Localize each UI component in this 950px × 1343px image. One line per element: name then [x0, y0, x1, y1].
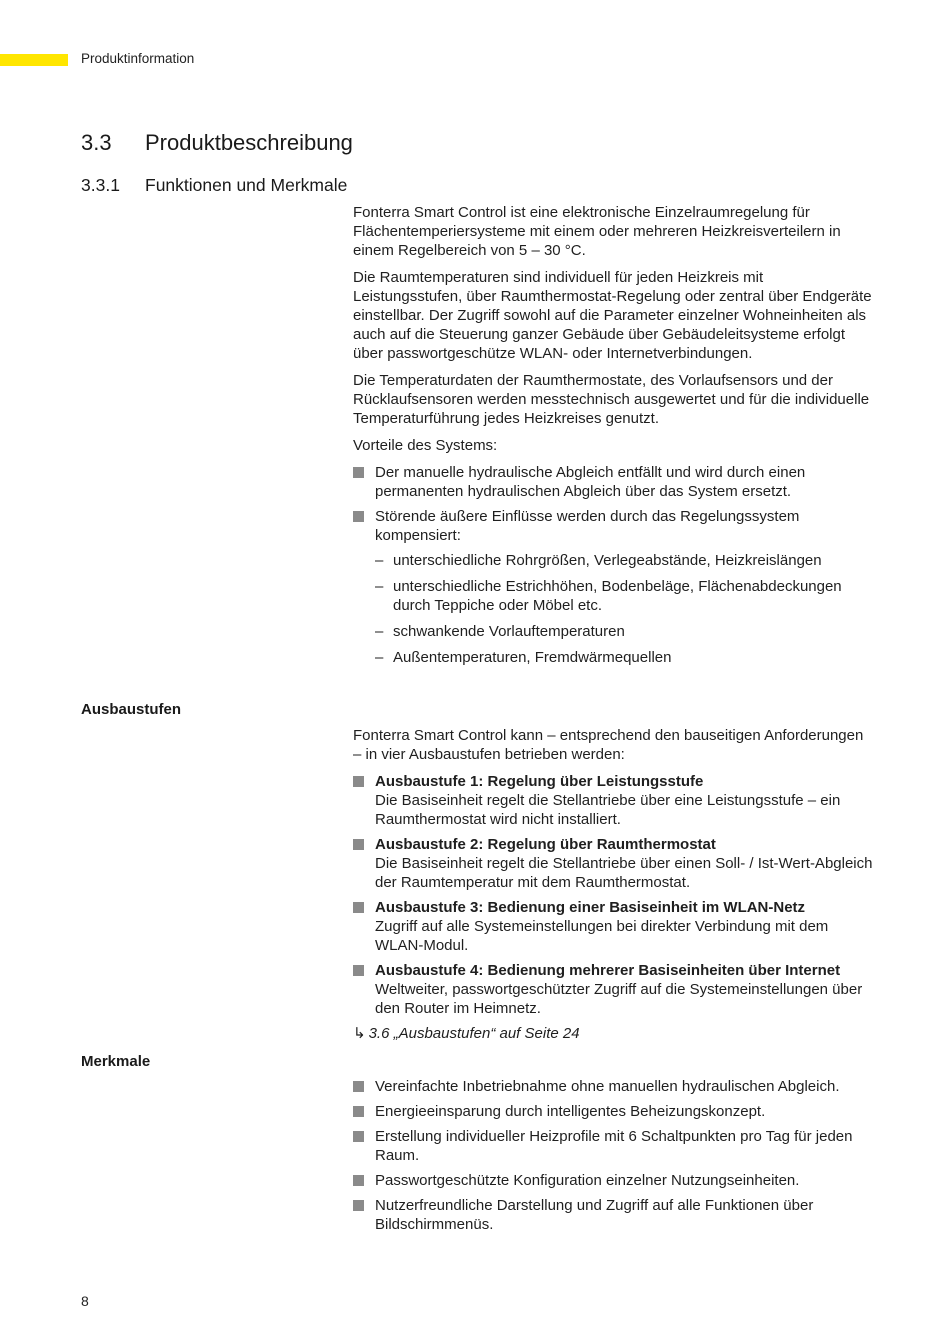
list-item — [353, 772, 873, 829]
paragraph: Die Raumtemperaturen sind individuell für jeden Heizkreis mit Leistungsstufen, über Raumthermostat-Regelung oder zentral über Endgeräte einstellbar. Der Zugriff sowohl auf die Parameter einzelner Wohneinheiten als auch auf die Steuerung ganzer Gebäude über Gebäudeleitsysteme erfolgt über passwortgeschütze WLAN- oder Internetverbindungen. — [353, 269, 872, 362]
list-item — [353, 835, 873, 892]
list-item — [353, 1077, 873, 1096]
stage-text: Weltweiter, passwortgeschützter Zugriff auf die Systemeinstellungen über den Router im Heimnetz. — [375, 981, 863, 1017]
list-item — [353, 898, 873, 955]
cross-reference-link[interactable] — [353, 1024, 873, 1043]
list-item-text: Vereinfachte Inbetriebnahme ohne manuellen hydraulischen Abgleich. — [375, 1078, 840, 1095]
stage-title: Ausbaustufe 2: Regelung über Raumthermostat — [375, 836, 716, 853]
section-title: Produktbeschreibung — [145, 130, 353, 155]
list-item-text: Nutzerfreundliche Darstellung und Zugriff auf alle Funktionen über Bildschirmmenüs. — [375, 1197, 814, 1233]
section-heading — [81, 130, 353, 156]
ausbaustufen-list — [353, 772, 873, 1018]
merkmale-heading: Merkmale — [81, 1053, 151, 1070]
merkmale-block — [353, 1077, 873, 1240]
paragraph: Vorteile des Systems: — [353, 437, 498, 454]
stage-text: Die Basiseinheit regelt die Stellantriebe über einen Soll- / Ist-Wert-Abgleich der Raumtemperatur mit dem Raumthermostat. — [375, 855, 873, 891]
stage-title: Ausbaustufe 1: Regelung über Leistungsstufe — [375, 773, 704, 790]
arrow-reference-icon: ↳ — [353, 1025, 366, 1042]
list-item-text: Der manuelle hydraulische Abgleich entfällt und wird durch einen permanenten hydraulischen Abgleich über das System ersetzt. — [375, 464, 806, 500]
subsection-number: 3.3.1 — [81, 175, 120, 195]
paragraph: Fonterra Smart Control ist eine elektronische Einzelraumregelung für Flächentemperiersysteme mit einem oder mehreren Heizkreisverteilern in einem Regelbereich von 5 – 30 °C. — [353, 204, 841, 259]
stage-title: Ausbaustufe 3: Bedienung einer Basiseinheit im WLAN-Netz — [375, 899, 806, 916]
section-number: 3.3 — [81, 130, 112, 155]
intro-block — [353, 203, 873, 674]
stage-text: Zugriff auf alle Systemeinstellungen bei direkter Verbindung mit dem WLAN-Modul. — [375, 918, 829, 954]
cross-reference-text: 3.6 „Ausbaustufen“ auf Seite 24 — [368, 1025, 580, 1042]
list-item — [353, 463, 873, 501]
paragraph: Die Temperaturdaten der Raumthermostate, des Vorlaufsensors und der Rücklaufsensoren werden messtechnisch ausgewertet und für die individuelle Temperaturführung jedes Heizkreises genutzt. — [353, 372, 870, 427]
header-accent-bar — [0, 54, 68, 66]
ausbaustufen-block — [353, 726, 873, 1043]
dash-item: – schwankende Vorlauftemperaturen — [375, 622, 873, 641]
advantages-list — [353, 463, 873, 667]
stage-title: Ausbaustufe 4: Bedienung mehrerer Basiseinheiten über Internet — [375, 962, 841, 979]
list-item-text: Erstellung individueller Heizprofile mit 6 Schaltpunkten pro Tag für jeden Raum. — [375, 1128, 853, 1164]
stage-text: Die Basiseinheit regelt die Stellantriebe über eine Leistungsstufe – ein Raumthermostat wird nicht installiert. — [375, 792, 841, 828]
list-item-text: Passwortgeschützte Konfiguration einzelner Nutzungseinheiten. — [375, 1172, 800, 1189]
subsection-title: Funktionen und Merkmale — [145, 175, 348, 195]
list-item — [353, 1102, 873, 1121]
list-item — [353, 961, 873, 1018]
subsection-heading — [81, 175, 347, 196]
list-item-text: Energieeinsparung durch intelligentes Beheizungskonzept. — [375, 1103, 766, 1120]
running-header: Produktinformation — [81, 51, 195, 66]
list-item — [353, 507, 873, 667]
list-item-text: Störende äußere Einflüsse werden durch das Regelungssystem kompensiert: — [375, 508, 800, 544]
list-item — [353, 1171, 873, 1190]
dash-item: – unterschiedliche Estrichhöhen, Bodenbeläge, Flächenabdeckungen durch Teppiche oder Möbel etc. — [375, 577, 873, 615]
influences-list — [375, 551, 873, 667]
ausbaustufen-heading: Ausbaustufen — [81, 701, 182, 718]
merkmale-list — [353, 1077, 873, 1234]
list-item — [353, 1127, 873, 1165]
dash-item: – unterschiedliche Rohrgrößen, Verlegeabstände, Heizkreislängen — [375, 551, 873, 570]
dash-item: – Außentemperaturen, Fremdwärmequellen — [375, 648, 873, 667]
paragraph: Fonterra Smart Control kann – entsprechend den bauseitigen Anforderungen – in vier Ausbaustufen betrieben werden: — [353, 727, 864, 763]
list-item — [353, 1196, 873, 1234]
page-number: 8 — [81, 1293, 89, 1309]
